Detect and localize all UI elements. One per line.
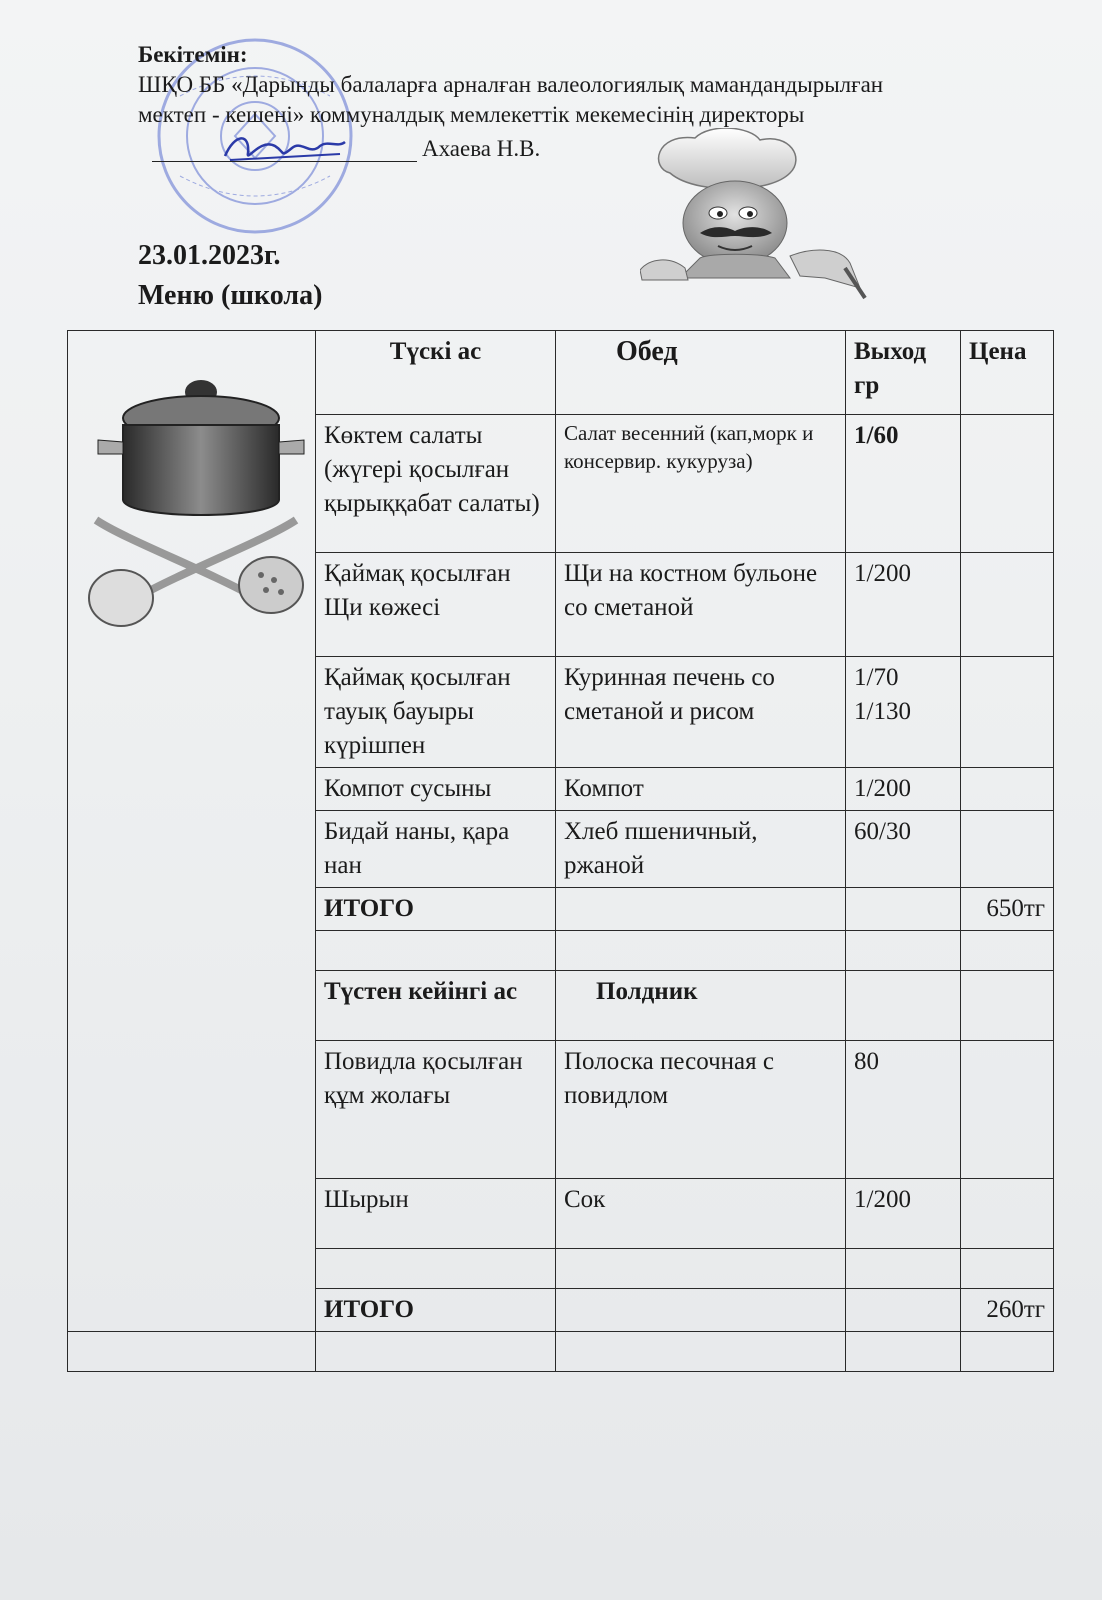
director-name: Ахаева Н.В. (422, 136, 541, 161)
col-header-ru: Обед (556, 331, 846, 415)
dish-kk: Қаймақ қосылған тауық бауыры күрішпен (316, 657, 556, 768)
dish-output: 1/200 (846, 1179, 961, 1249)
dish-kk: Көктем салаты (жүгері қосылған қырыққабат салаты) (316, 415, 556, 553)
dish-ru: Куринная печень со сметаной и рисом (556, 657, 846, 768)
menu-date: 23.01.2023г. (138, 240, 281, 271)
dish-ru: Щи на костном бульоне со сметаной (556, 553, 846, 657)
dish-kk: Бидай наны, қара нан (316, 811, 556, 888)
col-header-kk: Түскі ас (316, 331, 556, 415)
dish-output: 60/30 (846, 811, 961, 888)
total-value: 650тг (961, 888, 1054, 931)
dish-output: 1/60 (846, 415, 961, 553)
menu-title: Меню (школа) (138, 280, 323, 311)
dish-ru: Сок (556, 1179, 846, 1249)
dish-output: 1/200 (846, 768, 961, 811)
dish-kk: Повидла қосылған құм жолағы (316, 1041, 556, 1179)
dish-output: 1/70 1/130 (846, 657, 961, 768)
col-header-price: Цена (961, 331, 1054, 415)
approval-block (138, 40, 883, 130)
dish-ru: Хлеб пшеничный, ржаной (556, 811, 846, 888)
snack-header-ru: Полдник (556, 971, 846, 1041)
col-header-output: Выход гр (846, 331, 961, 415)
cooking-pot-illustration-icon (86, 370, 306, 630)
dish-price (961, 657, 1054, 768)
dish-price (961, 768, 1054, 811)
dish-output: 1/200 (846, 553, 961, 657)
empty-row (68, 1332, 1054, 1372)
approval-heading: Бекітемін: (138, 42, 248, 67)
dish-kk: Шырын (316, 1179, 556, 1249)
dish-price (961, 1179, 1054, 1249)
dish-kk: Қаймақ қосылған Щи көжесі (316, 553, 556, 657)
total-value: 260тг (961, 1289, 1054, 1332)
dish-ru: Компот (556, 768, 846, 811)
total-label: ИТОГО (316, 888, 556, 931)
dish-kk: Компот сусыны (316, 768, 556, 811)
chef-illustration-icon (640, 128, 870, 308)
dish-output: 80 (846, 1041, 961, 1179)
dish-price (961, 553, 1054, 657)
dish-price (961, 1041, 1054, 1179)
dish-price (961, 415, 1054, 553)
snack-header-kk: Түстен кейінгі ас (316, 971, 556, 1041)
approval-line-2: мектеп - кешені» коммуналдық мемлекеттік мекемесінің директоры (138, 102, 805, 127)
approval-line-1: ШҚО ББ «Дарынды балаларға арналған валеологиялық мамандандырылған (138, 72, 884, 97)
signature-icon (220, 128, 350, 168)
dish-ru: Салат весенний (кап,морк и консервир. кукуруза) (556, 415, 846, 553)
total-label: ИТОГО (316, 1289, 556, 1332)
dish-ru: Полоска песочная с повидлом (556, 1041, 846, 1179)
dish-price (961, 811, 1054, 888)
